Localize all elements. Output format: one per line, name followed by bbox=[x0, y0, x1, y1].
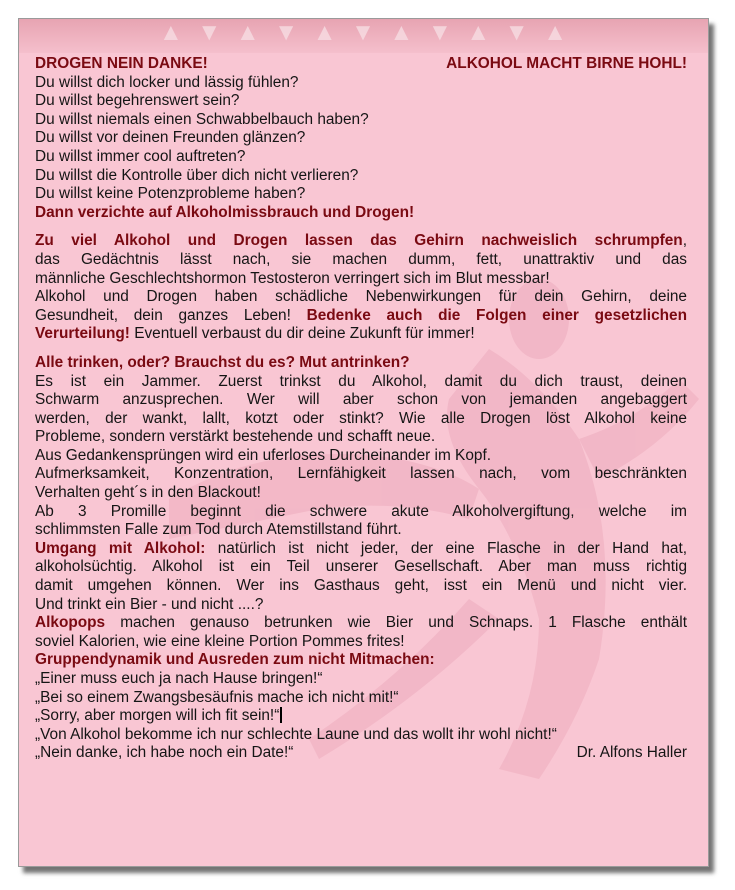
text-cursor-icon bbox=[280, 707, 282, 723]
para1-comma: , bbox=[682, 232, 687, 250]
section-drinking bbox=[35, 354, 687, 763]
intro-conclusion: Dann verzichte auf Alkoholmissbrauch und Drogen! bbox=[35, 203, 415, 221]
signature-row bbox=[35, 744, 687, 763]
intro-line: Du willst die Kontrolle über dich nicht verlieren? bbox=[35, 166, 359, 184]
section2-line: damit umgehen können. Wer ins Gasthaus geht, isst ein Menü und nicht vier. bbox=[35, 577, 687, 595]
section2-line: soviel Kalorien, wie eine kleine Portion Pommes frites! bbox=[35, 632, 405, 650]
intro-line: Du willst begehrenswert sein? bbox=[35, 92, 240, 110]
section2-heading: Alle trinken, oder? Brauchst du es? Mut antrinken? bbox=[35, 353, 410, 371]
alkopops-heading: Alkopops bbox=[35, 614, 106, 632]
quote-line: „Bei so einem Zwangsbesäufnis mache ich nicht mit!“ bbox=[35, 688, 399, 706]
section2-line: alkoholsüchtig. Alkohol ist ein Teil unserer Gesellschaft. Aber man muss richtig bbox=[35, 558, 687, 576]
header-row bbox=[35, 55, 687, 74]
quote-line: „Von Alkohol bekomme ich nur schlechte Laune und das wollt ihr wohl nicht!“ bbox=[35, 725, 557, 743]
para1-bold-warning: Bedenke auch die Folgen einer gesetzlichen bbox=[306, 306, 687, 324]
section2-line: Probleme, sondern verstärkt bestehende und schafft neue. bbox=[35, 428, 436, 446]
intro-list bbox=[35, 74, 687, 204]
quote-line: „Sorry, aber morgen will ich fit sein!“ bbox=[35, 707, 280, 725]
section2-line: machen genauso betrunken wie Bier und Schnaps. 1 Flasche enthält bbox=[105, 614, 687, 632]
flyer-page bbox=[18, 18, 709, 867]
gruppen-heading: Gruppendynamik und Ausreden zum nicht Mitmachen: bbox=[35, 651, 435, 669]
umgang-heading: Umgang mit Alkohol: bbox=[35, 539, 206, 557]
section2-line: Es ist ein Jammer. Zuerst trinkst du Alkohol, damit du dich traust, deinen bbox=[35, 372, 687, 390]
paragraph-brain bbox=[35, 232, 687, 344]
intro-line: Du willst vor deinen Freunden glänzen? bbox=[35, 129, 306, 147]
section2-line: werden, der wankt, lallt, kotzt oder stinkt? Wie alle Drogen löst Alkohol keine bbox=[35, 409, 687, 427]
document-body bbox=[35, 53, 687, 763]
intro-line: Du willst immer cool auftreten? bbox=[35, 147, 246, 165]
banner-decoration: ▲ ▼ ▲ ▼ ▲ ▼ ▲ ▼ ▲ ▼ ▲ bbox=[159, 19, 571, 46]
para1-line: Alkohol und Drogen haben schädliche Nebenwirkungen für dein Gehirn, deine bbox=[35, 288, 687, 306]
header-right: ALKOHOL MACHT BIRNE HOHL! bbox=[446, 55, 687, 72]
section2-line: Schwarm anzusprechen. Wer will aber schon von jemanden angebaggert bbox=[35, 391, 687, 409]
section2-line: Ab 3 Promille beginnt die schwere akute Alkoholvergiftung, welche im bbox=[35, 502, 687, 520]
para1-line: Eventuell verbaust du dir deine Zukunft für immer! bbox=[129, 325, 475, 343]
section2-line: Aus Gedankensprüngen wird ein uferloses Durcheinander im Kopf. bbox=[35, 446, 491, 464]
intro-line: Du willst niemals einen Schwabbelbauch haben? bbox=[35, 110, 369, 128]
section2-line: natürlich ist nicht jeder, der eine Flasche in der Hand hat, bbox=[205, 539, 687, 557]
section2-line: Verhalten geht´s in den Blackout! bbox=[35, 484, 261, 502]
intro-line: Du willst dich locker und lässig fühlen? bbox=[35, 73, 299, 91]
signature: Dr. Alfons Haller bbox=[576, 744, 687, 762]
para1-bold-verurteilung: Verurteilung! bbox=[35, 325, 130, 343]
quote-line: „Nein danke, ich habe noch ein Date!“ bbox=[35, 744, 294, 762]
quote-line: „Einer muss euch ja nach Hause bringen!“ bbox=[35, 670, 323, 687]
para1-bold: Zu viel Alkohol und Drogen lassen das Gehirn nachweislich schrumpfen bbox=[35, 232, 683, 250]
para1-line: männliche Geschlechtshormon Testosteron verringert sich im Blut messbar! bbox=[35, 269, 550, 287]
section2-line: Und trinkt ein Bier - und nicht ....? bbox=[35, 595, 264, 613]
para1-line: das Gedächtnis lässt nach, sie machen dumm, fett, unattraktiv und das bbox=[35, 250, 687, 268]
header-left: DROGEN NEIN DANKE! bbox=[35, 55, 208, 72]
section2-line: Aufmerksamkeit, Konzentration, Lernfähigkeit lassen nach, vom beschränkten bbox=[35, 465, 687, 483]
section2-line: schlimmsten Falle zum Tod durch Atemstillstand führt. bbox=[35, 521, 402, 539]
para1-line: Gesundheit, dein ganzes Leben! bbox=[35, 306, 307, 324]
intro-line: Du willst keine Potenzprobleme haben? bbox=[35, 185, 306, 203]
